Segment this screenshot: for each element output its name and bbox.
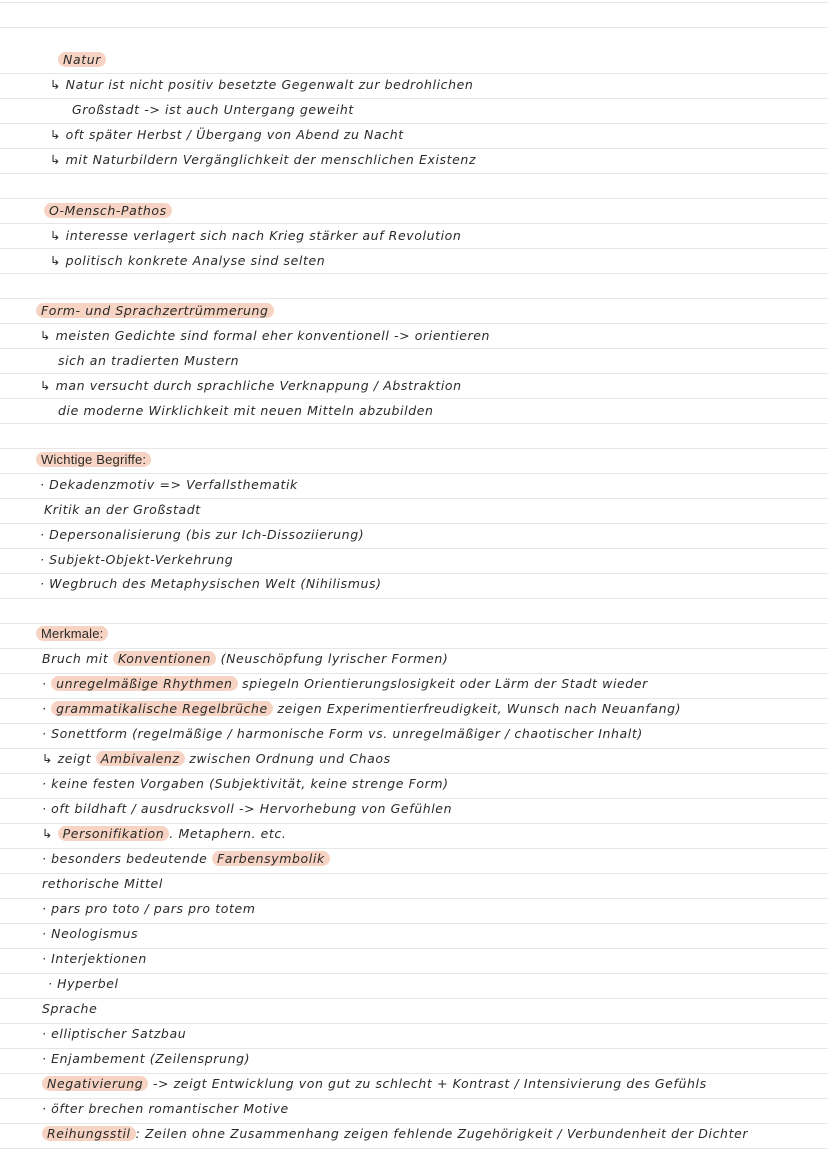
section-title-merkmale: Merkmale:: [36, 626, 108, 642]
pathos-line: ↳ interesse verlagert sich nach Krieg stärker auf Revolution: [50, 228, 462, 243]
begriffe-item: Kritik an der Großstadt: [44, 502, 201, 517]
merkmal-item: · pars pro toto / pars pro totem: [42, 901, 256, 916]
form-line: sich an tradierten Mustern: [58, 353, 240, 368]
begriffe-item: · Depersonalisierung (bis zur Ich-Dissoziierung): [40, 527, 365, 542]
form-line: ↳ meisten Gedichte sind formal eher konventionell -> orientieren: [40, 328, 491, 343]
section-title-begriffe: Wichtige Begriffe:: [36, 452, 151, 468]
merkmal-item: · Hyperbel: [48, 976, 119, 991]
merkmal-item: · Sonettform (regelmäßige / harmonische Form vs. unregelmäßiger / chaotischer Inhalt): [42, 726, 643, 741]
merkmal-item: Sprache: [42, 1001, 98, 1016]
section-title-natur: Natur: [58, 52, 106, 68]
section-title-form: Form- und Sprachzertrümmerung: [36, 303, 274, 319]
merkmal-item: Bruch mit Konventionen (Neuschöpfung lyrischer Formen): [42, 651, 449, 666]
merkmal-item: Reihungsstil : Zeilen ohne Zusammenhang zeigen fehlende Zugehörigkeit / Verbundenheit der Dichter: [42, 1126, 748, 1142]
merkmal-item: ↳ Personifikation . Metaphern. etc.: [42, 826, 287, 841]
merkmal-item: · unregelmäßige Rhythmen spiegeln Orientierungslosigkeit oder Lärm der Stadt wieder: [42, 676, 648, 691]
merkmal-item: rethorische Mittel: [42, 876, 163, 891]
natur-line: ↳ Natur ist nicht positiv besetzte Gegenwalt zur bedrohlichen: [50, 77, 474, 92]
merkmal-item: · elliptischer Satzbau: [42, 1026, 187, 1041]
section-title-pathos: O-Mensch-Pathos: [44, 203, 172, 219]
natur-line: ↳ mit Naturbildern Vergänglichkeit der menschlichen Existenz: [50, 152, 477, 167]
merkmal-item: · besonders bedeutende Farbensymbolik: [42, 851, 330, 867]
merkmal-item: · Neologismus: [42, 926, 139, 941]
merkmal-item: Negativierung -> zeigt Entwicklung von gut zu schlecht + Kontrast / Intensivierung des Gefühls: [42, 1076, 707, 1092]
merkmal-item: · oft bildhaft / ausdrucksvoll -> Hervorhebung von Gefühlen: [42, 801, 453, 816]
natur-line: ↳ oft später Herbst / Übergang von Abend zu Nacht: [50, 127, 404, 142]
merkmal-item: ↳ zeigt Ambivalenz zwischen Ordnung und Chaos: [42, 751, 391, 766]
form-line: ↳ man versucht durch sprachliche Verknappung / Abstraktion: [40, 378, 462, 393]
merkmal-item: · grammatikalische Regelbrüche zeigen Experimentierfreudigkeit, Wunsch nach Neuanfang): [42, 701, 682, 716]
merkmal-item: · öfter brechen romantischer Motive: [42, 1101, 289, 1116]
merkmal-item: · Enjambement (Zeilensprung): [42, 1051, 251, 1066]
begriffe-item: · Dekadenzmotiv => Verfallsthematik: [40, 477, 298, 492]
begriffe-item: · Subjekt-Objekt-Verkehrung: [40, 552, 234, 567]
natur-line: Großstadt -> ist auch Untergang geweiht: [72, 102, 354, 117]
merkmal-item: · keine festen Vorgaben (Subjektivität, keine strenge Form): [42, 776, 449, 791]
merkmal-item: · Interjektionen: [42, 951, 147, 966]
begriffe-item: · Wegbruch des Metaphysischen Welt (Nihilismus): [40, 576, 382, 591]
pathos-line: ↳ politisch konkrete Analyse sind selten: [50, 253, 326, 268]
form-line: die moderne Wirklichkeit mit neuen Mitteln abzubilden: [58, 403, 434, 418]
